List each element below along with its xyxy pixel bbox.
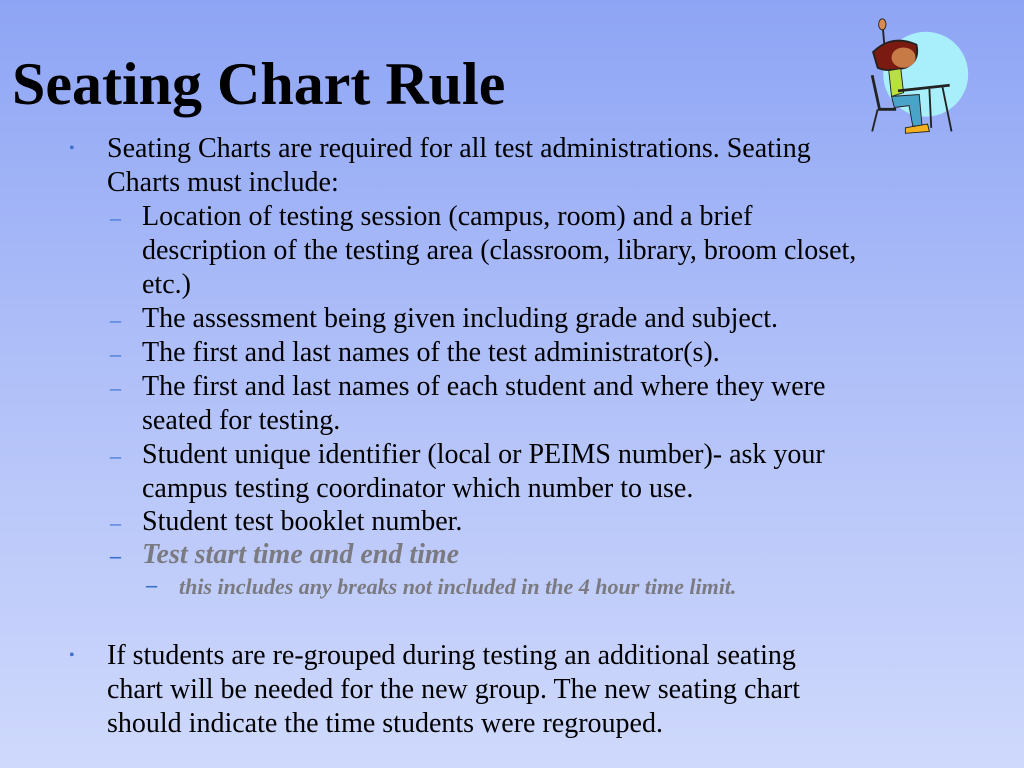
bullet-icon: • — [69, 647, 75, 664]
sub-item-highlight: – Test start time and end time — [142, 538, 459, 572]
slide-title: Seating Chart Rule — [12, 51, 506, 117]
dash-icon: – — [110, 205, 121, 230]
dash-icon: – — [110, 307, 121, 332]
sub-item: – The first and last names of the test administrator(s). — [142, 336, 720, 370]
dash-icon: – — [110, 510, 121, 535]
dash-icon: – — [110, 341, 121, 366]
dash-icon: – — [110, 443, 121, 468]
bullet-item: • If students are re-grouped during testing an additional seating chart will be needed for the new group. The new seating chart should indicate the time students were regrouped. — [69, 640, 800, 739]
student-at-desk-illustration — [850, 14, 970, 140]
sub-item: – Student test booklet number. — [142, 505, 462, 539]
dash-icon: – — [146, 572, 157, 597]
dash-icon: – — [110, 375, 121, 400]
sub-item: – The assessment being given including grade and subject. — [142, 302, 778, 336]
sub-item: – Student unique identifier (local or PEIMS number)- ask your campus testing coordinator which number to use. — [110, 439, 825, 504]
dash-icon: – — [110, 543, 121, 568]
sub-sub-item: – this includes any breaks not included in the 4 hour time limit. — [146, 572, 737, 599]
bullet-item: • Seating Charts are required for all test administrations. Seating Charts must include: — [69, 133, 811, 198]
sub-item: – The first and last names of each student and where they were seated for testing. — [110, 371, 826, 436]
sub-item: – Location of testing session (campus, room) and a brief description of the testing area (classroom, library, broom closet, etc.) — [110, 201, 857, 300]
bullet-icon: • — [69, 140, 75, 157]
